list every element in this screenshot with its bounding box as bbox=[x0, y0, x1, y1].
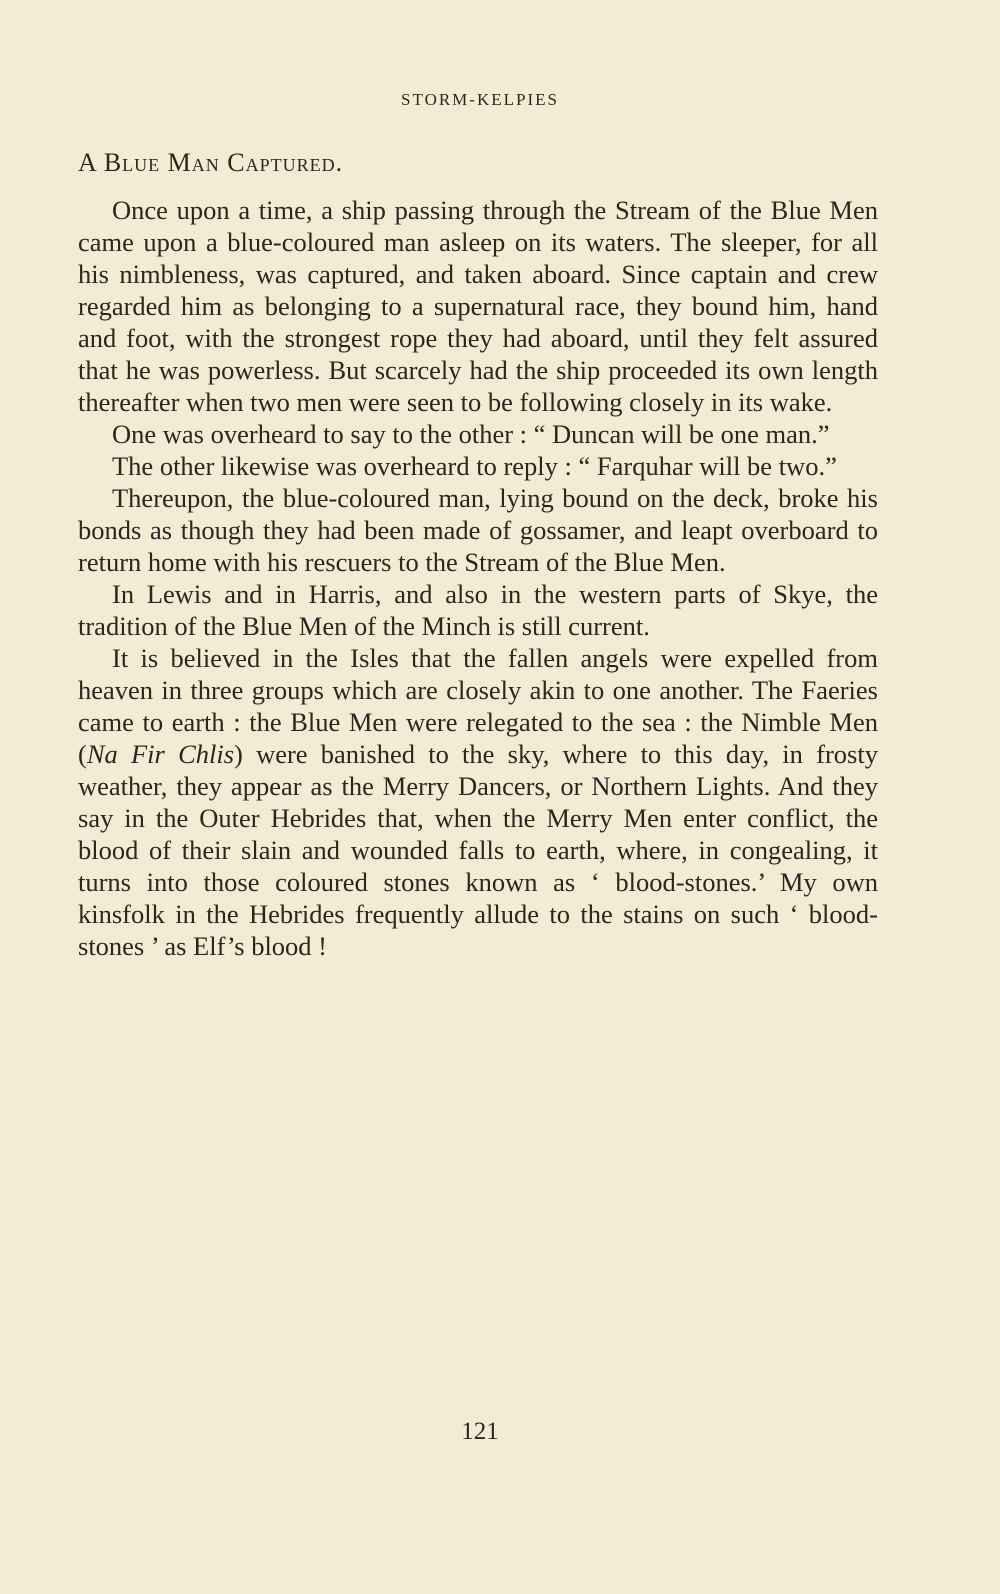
page-number: 121 bbox=[461, 1418, 499, 1445]
running-head: STORM-KELPIES bbox=[401, 90, 559, 109]
paragraph-text: It is believed in the Isles that the fallen angels were expelled from heaven in three groups which are closely akin to one another. The Faeries came to earth : the Blue Men were relegated to the sea : the Nimble Men ( bbox=[78, 643, 878, 769]
paragraph: Once upon a time, a ship passing through the Stream of the Blue Men came upon a blue-coloured man asleep on its waters. The sleeper, for all his nimbleness, was captured, and taken aboard. Since captain and crew regarded him as belonging to a supernatural race, they bound him, hand and foot, with the strongest rope they had aboard, until they felt assured that he was powerless. But scarcely had the ship proceeded its own length thereafter when two men were seen to be following closely in its wake. bbox=[78, 195, 878, 417]
paragraph: In Lewis and in Harris, and also in the western parts of Skye, the tradition of the Blue Men of the Minch is still current. bbox=[78, 579, 878, 641]
paragraph: One was overheard to say to the other : “ Duncan will be one man.” bbox=[112, 419, 830, 449]
body-text bbox=[78, 194, 878, 962]
paragraph: Thereupon, the blue-coloured man, lying bound on the deck, broke his bonds as though they had been made of gossamer, and leapt overboard to return home with his rescuers to the Stream of the Blue Men. bbox=[78, 483, 878, 577]
paragraph bbox=[78, 642, 878, 962]
paragraph: The other likewise was overheard to reply : “ Farquhar will be two.” bbox=[112, 451, 837, 481]
paragraph-text: ) were banished to the sky, where to this day, in frosty weather, they appear as the Merry Dancers, or Northern Lights. And they say in the Outer Hebrides that, when the Merry Men enter conflict, the blood of their slain and wounded falls to earth, where, in congealing, it turns into those coloured stones known as ‘ blood-stones.’ My own kinsfolk in the Hebrides frequently allude to the stains on such ‘ blood-stones ’ as Elf’s blood ! bbox=[78, 739, 878, 961]
section-title: A Blue Man Captured. bbox=[78, 148, 344, 177]
gaelic-term: Na Fir Chlis bbox=[86, 739, 235, 769]
